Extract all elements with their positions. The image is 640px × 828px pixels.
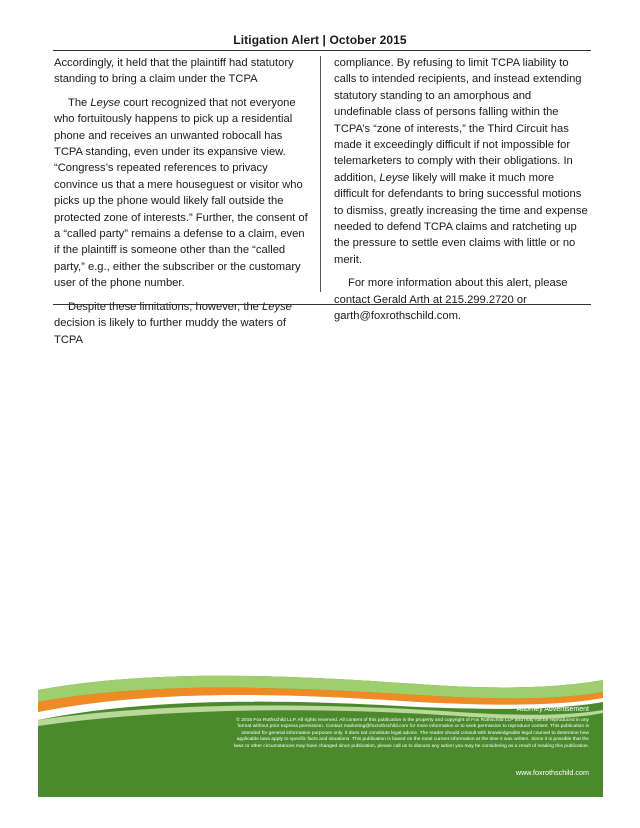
attorney-advertisement: Attorney Advertisement bbox=[516, 706, 589, 713]
website-link[interactable]: www.foxrothschild.com bbox=[515, 768, 589, 777]
page-header: Litigation Alert | October 2015 bbox=[233, 33, 407, 47]
paragraph: Accordingly, it held that the plaintiff had statutory standing to bring a claim under the TCPA bbox=[54, 57, 294, 86]
legal-disclaimer: © 2015 Fox Rothschild LLP. All rights reserved. All content of this publication is the property and copyright of Fox Rothschild LLP and may not be reproduced in any format without prior express permission. Contact marketing@foxrothschild.com for more information or to seek permission to reproduce content. This publication is intended for general information purposes only. It does not constitute legal advice. The reader should consult with knowledgeable legal counsel to determine how applicable laws apply to specific facts and situations. This publication is based on the most current information at the time it was written. Since it is possible that the laws or other circumstances may have changed since publication, please call us to discuss any action you may be considering as a result of reading this publication. bbox=[233, 718, 589, 749]
paragraph: Despite these limitations, however, the Leyse decision is likely to further muddy the waters of TCPA bbox=[54, 300, 292, 346]
column-divider bbox=[320, 56, 321, 292]
paragraph: The Leyse court recognized that not everyone who fortuitously happens to pick up a residential phone and receives an unwanted robocall has TCPA standing, even under its expansive view. “Congress’s repeated references to privacy convince us that a mere houseguest or visitor who picks up the phone would likely fall outside the protected zone of interests.” Further, the consent of a “called party” remains a defense to a claim, even if the plaintiff is someone other than the “called party,” e.g., either the subscriber or the customary user of the phone number. bbox=[54, 96, 308, 290]
left-column bbox=[54, 55, 310, 355]
paragraph: For more information about this alert, please contact Gerald Arth at 215.299.2720 or garth@foxrothschild.com. bbox=[334, 277, 568, 323]
paragraph: compliance. By refusing to limit TCPA liability to calls to intended recipients, and instead extending statutory standing to an amorphous and undefinable class of persons falling within the TCPA’s “zone of interests,” the Third Circuit has made it exceedingly difficult if not impossible for telemarketers to comply with their obligations. In addition, Leyse likely will make it much more difficult for defendants to bring successful motions to dismiss, greatly increasing the time and expense needed to defend TCPA claims and ratcheting up the pressure to settle even claims with little or no merit. bbox=[334, 57, 588, 266]
header-rule bbox=[53, 50, 591, 51]
footer-banner bbox=[38, 650, 603, 797]
right-column bbox=[334, 55, 590, 332]
content-rule bbox=[53, 304, 591, 305]
